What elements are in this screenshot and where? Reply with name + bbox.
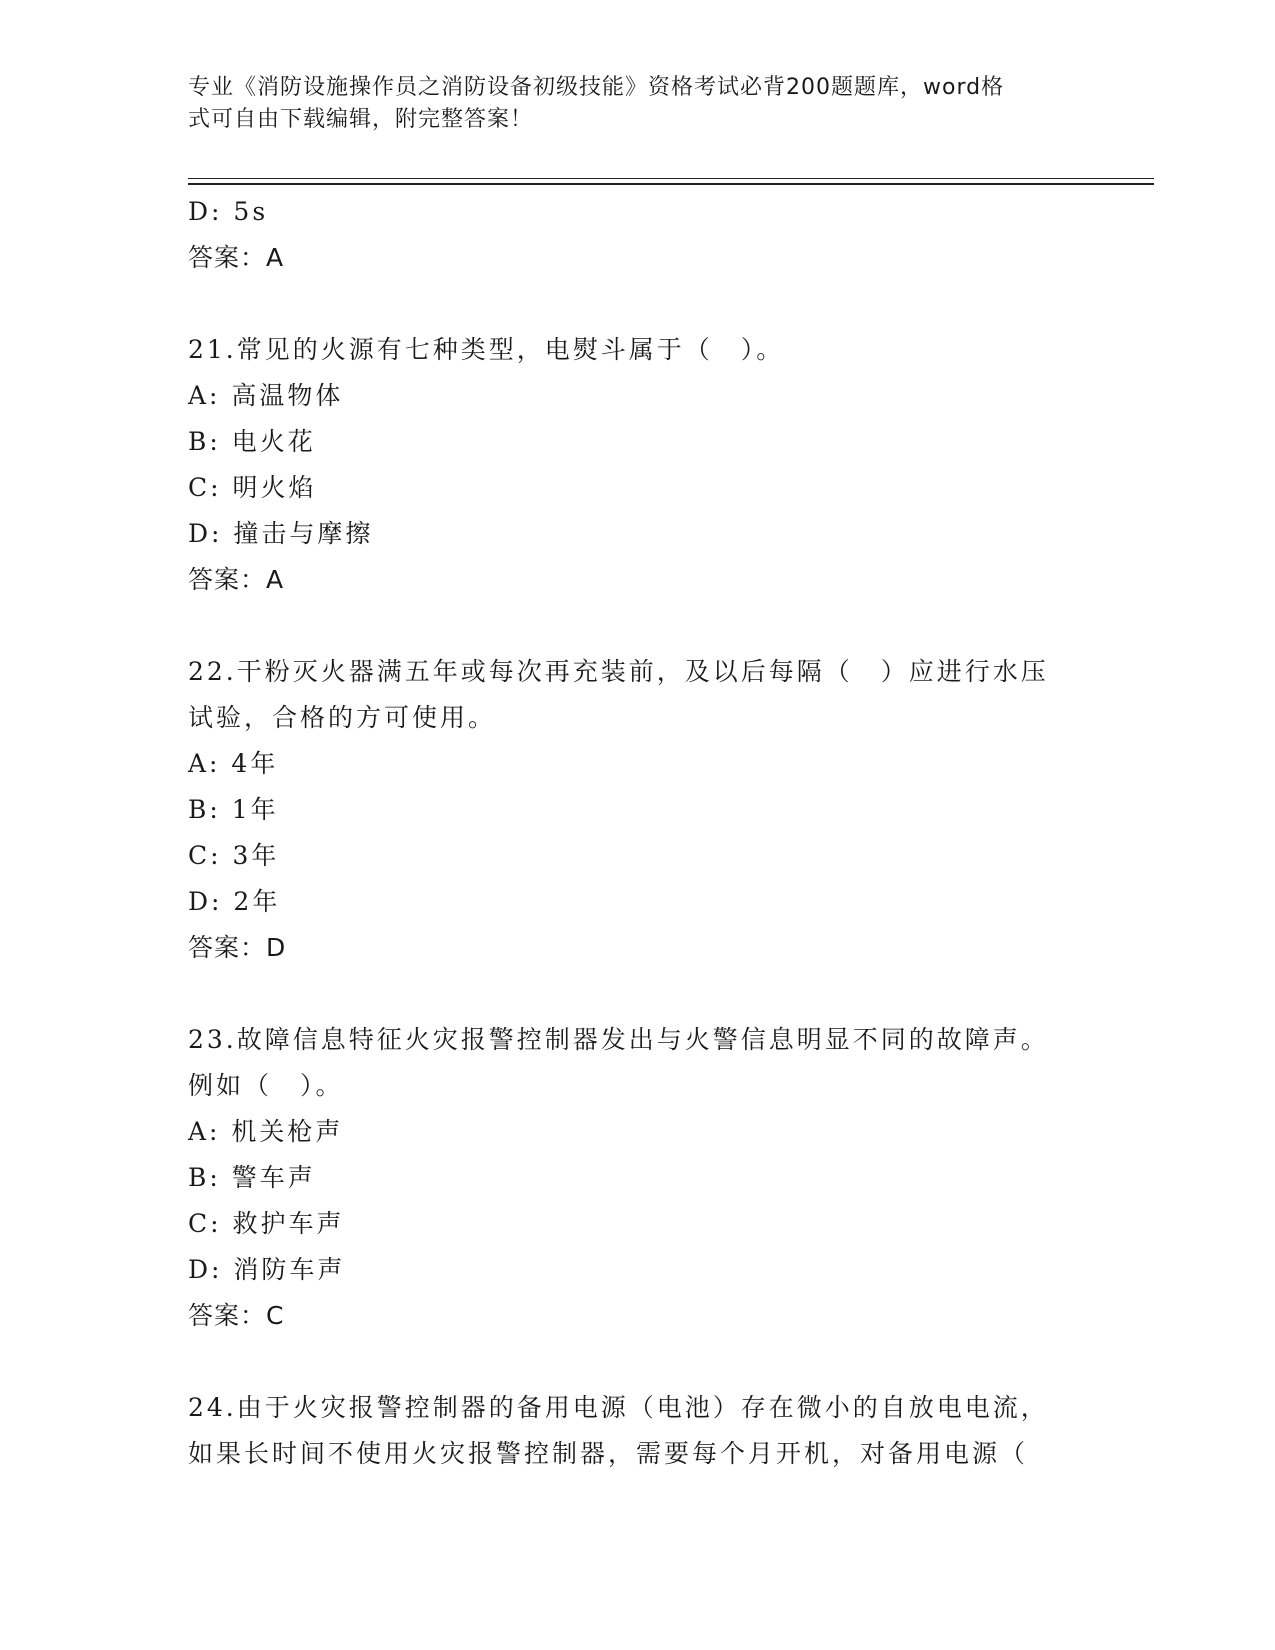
option-d: D: 消防车声 bbox=[188, 1255, 346, 1284]
question-21 bbox=[188, 327, 1088, 603]
option-a: A: 高温物体 bbox=[188, 381, 344, 410]
question-stem-continued: 如果长时间不使用火灾报警控制器，需要每个月开机，对备用电源（ bbox=[188, 1439, 1029, 1468]
question-spacer bbox=[188, 281, 1088, 327]
option-c: C: 救护车声 bbox=[188, 1209, 345, 1238]
option-a: A: 4年 bbox=[188, 749, 279, 778]
question-spacer bbox=[188, 603, 1088, 649]
question-24 bbox=[188, 1385, 1088, 1477]
question-content bbox=[188, 189, 1088, 1477]
question-stem: 22.干粉灭火器满五年或每次再充装前，及以后每隔（ ）应进行水压 bbox=[188, 657, 1049, 686]
question-22 bbox=[188, 649, 1088, 971]
question-stem-continued: 试验，合格的方可使用。 bbox=[188, 703, 497, 732]
question-stem-continued: 例如（ ）。 bbox=[188, 1071, 344, 1100]
header-rule-thick bbox=[188, 183, 1154, 185]
header-line-2: 式可自由下载编辑，附完整答案！ bbox=[188, 107, 534, 132]
option-d: D: 撞击与摩擦 bbox=[188, 519, 374, 548]
option-b: B: 1年 bbox=[188, 795, 279, 824]
option-b: B: 电火花 bbox=[188, 427, 316, 456]
option-c: C: 明火焰 bbox=[188, 473, 317, 502]
answer-line: 答案：D bbox=[188, 933, 287, 962]
question-fragment bbox=[188, 189, 1088, 281]
page-header bbox=[188, 72, 1068, 136]
answer-line: 答案：C bbox=[188, 1301, 285, 1330]
option-d: D: 5s bbox=[188, 197, 269, 226]
question-stem: 21.常见的火源有七种类型，电熨斗属于（ ）。 bbox=[188, 335, 785, 364]
answer-line: 答案：A bbox=[188, 243, 285, 272]
option-b: B: 警车声 bbox=[188, 1163, 316, 1192]
question-stem: 23.故障信息特征火灾报警控制器发出与火警信息明显不同的故障声。 bbox=[188, 1025, 1049, 1054]
option-c: C: 3年 bbox=[188, 841, 280, 870]
question-spacer bbox=[188, 971, 1088, 1017]
answer-line: 答案：A bbox=[188, 565, 285, 594]
question-spacer bbox=[188, 1339, 1088, 1385]
header-rule-thin bbox=[188, 178, 1154, 179]
option-d: D: 2年 bbox=[188, 887, 281, 916]
header-line-1: 专业《消防设施操作员之消防设备初级技能》资格考试必背200题题库，word格 bbox=[188, 75, 1005, 100]
question-23 bbox=[188, 1017, 1088, 1339]
question-stem: 24.由于火灾报警控制器的备用电源（电池）存在微小的自放电电流， bbox=[188, 1393, 1049, 1422]
option-a: A: 机关枪声 bbox=[188, 1117, 344, 1146]
